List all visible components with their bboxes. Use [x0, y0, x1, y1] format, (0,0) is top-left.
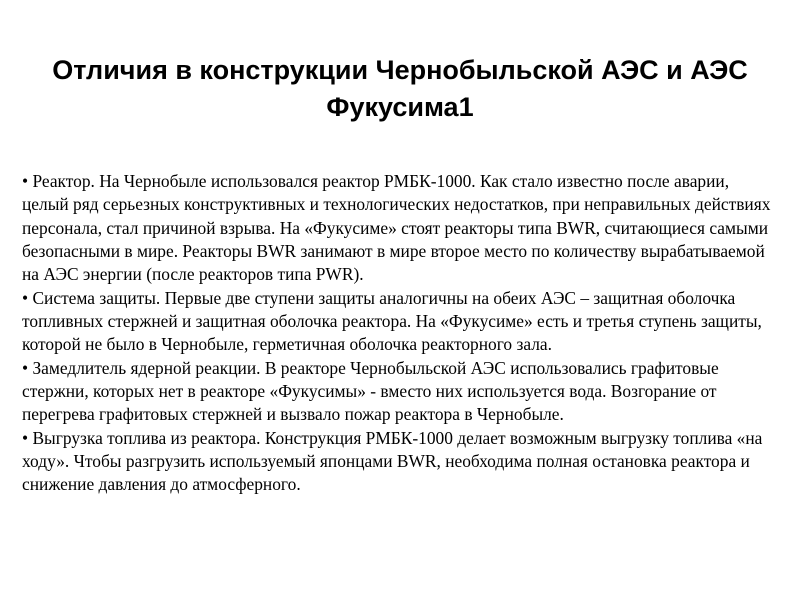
bullet-marker: • — [22, 357, 29, 378]
bullet-marker: • — [22, 427, 29, 448]
slide-title: Отличия в конструкции Чернобыльской АЭС и АЭС Фукусима1 — [52, 55, 748, 122]
paragraph-moderator — [22, 357, 774, 427]
paragraph-reactor — [22, 170, 774, 287]
paragraph-text: Система защиты. Первые две ступени защиты аналогичны на обеих АЭС – защитная оболочка топливных стержней и защитная оболочка реактора. На «Фукусиме» есть и третья ступень защиты, которой не было в Чернобыле, герметичная оболочка реакторного зала. — [22, 287, 762, 355]
bullet-marker: • — [22, 287, 29, 308]
paragraph-fuel-unloading — [22, 427, 774, 497]
paragraph-protection-system — [22, 287, 774, 357]
bullet-marker: • — [22, 171, 29, 191]
paragraph-text: Замедлитель ядерной реакции. В реакторе Чернобыльской АЭС использовались графитовые стержни, которых нет в реакторе «Фукусимы» - вместо них используется вода. Возгорание от перегрева графитовых стержней и вызвало пожар реактора в Чернобыле. — [22, 357, 719, 425]
paragraph-text: Выгрузка топлива из реактора. Конструкция РМБК-1000 делает возможным выгрузку топлива «на ходу». Чтобы разгрузить используемый японцами BWR, необходима полная остановка реактора и снижение давления до атмосферного. — [22, 427, 763, 495]
slide-body — [22, 170, 774, 497]
paragraph-text: Реактор. На Чернобыле использовался реактор РМБК-1000. Как стало известно после аварии, целый ряд серьезных конструктивных и технологических недостатков, при неправильных действиях персонала, стал причиной взрыва. На «Фукусиме» стоят реакторы типа BWR, считающиеся самыми безопасными в мире. Реакторы BWR занимают в мире второе место по количеству вырабатываемой на АЭС энергии (после реакторов типа PWR). — [22, 171, 771, 285]
